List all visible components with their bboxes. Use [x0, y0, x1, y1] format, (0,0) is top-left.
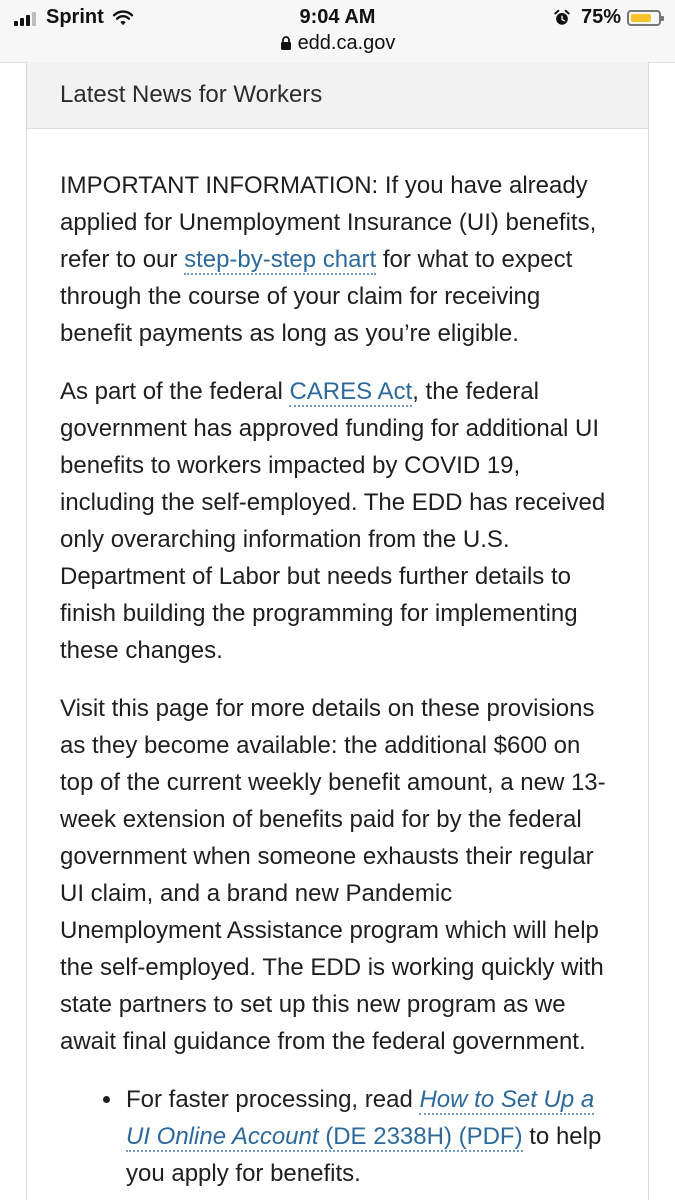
step-by-step-chart-link[interactable]: step-by-step chart [184, 246, 377, 273]
panel-title: Latest News for Workers [60, 81, 323, 108]
p1-text-before: IMPORTANT INFORMATION: If you have already applied for Unemployment Insurance (UI) benefits, refer to our [60, 172, 597, 273]
ui-online-account-link-doc[interactable]: (DE 2338H) (PDF) [318, 1123, 523, 1150]
bullet1-text-before: For faster processing, read [126, 1086, 420, 1113]
address-bar[interactable] [0, 32, 675, 55]
bullet1-text-after: to help you apply for benefits. [126, 1123, 602, 1187]
status-right [553, 6, 661, 29]
bullet-list [60, 1081, 618, 1192]
panel-header[interactable] [27, 62, 648, 129]
cares-act-link[interactable]: CARES Act [289, 378, 413, 405]
p2-text-before: As part of the federal [60, 378, 290, 405]
list-item [124, 1081, 618, 1192]
news-panel [26, 62, 649, 1200]
cares-act-paragraph [60, 373, 618, 669]
provisions-paragraph: Visit this page for more details on these provisions as they become available: the additional $600 on top of the current weekly benefit amount, a new 13-week extension of benefits paid for by the federal government when someone exhausts their regular UI claim, and a brand new Pandemic Unemployment Assistance program which will help the self-employed. The EDD is working quickly with state partners to set up this new program as we await final guidance from the federal government. [60, 695, 606, 1055]
panel-body [27, 129, 648, 1192]
carrier-label: Sprint [46, 6, 104, 28]
clock: 9:04 AM [299, 6, 376, 28]
ui-online-account-link-title[interactable]: How to Set Up a UI Online Account [126, 1086, 595, 1150]
status-bar [0, 0, 675, 63]
p1-text-after: for what to expect through the course of your claim for receiving benefit payments as long as you’re eligible. [60, 246, 573, 347]
alarm-icon [553, 9, 571, 27]
important-info-paragraph [60, 167, 618, 352]
url-text[interactable]: edd.ca.gov [297, 32, 396, 54]
lock-icon [280, 36, 292, 50]
battery-percent: 75% [580, 6, 621, 28]
p2-text-after: , the federal government has approved funding for additional UI benefits to workers impacted by COVID 19, including the self-employed. The EDD has received only overarching information from the U.S. Department of Labor but needs further details to finish building the programming for implementing these changes. [60, 378, 606, 664]
battery-icon [627, 10, 661, 26]
